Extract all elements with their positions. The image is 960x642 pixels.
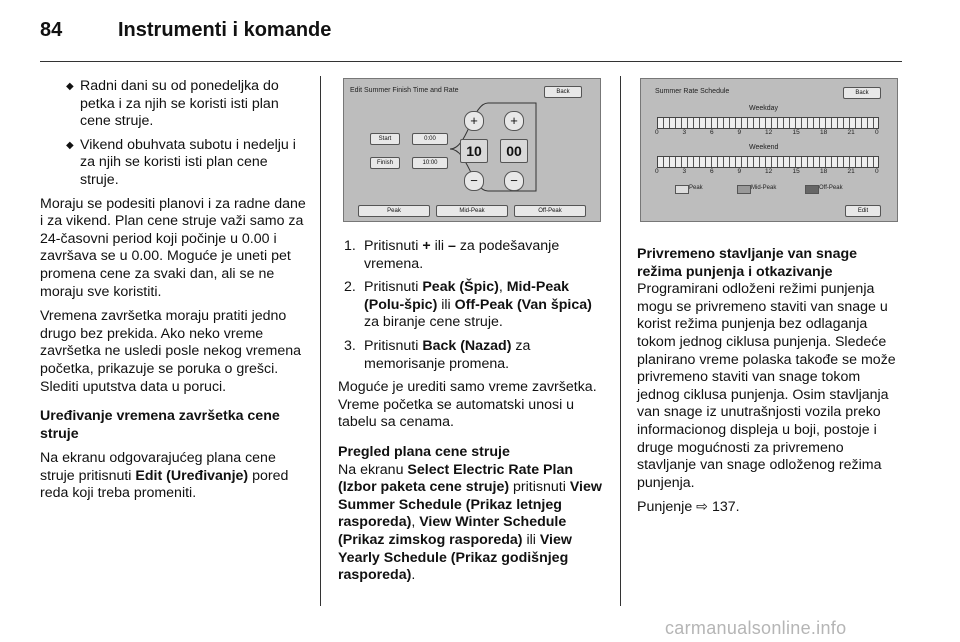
weekend-timeline (657, 156, 879, 168)
hour-tick-label: 18 (820, 129, 828, 136)
page-number: 84 (40, 19, 63, 41)
hour-tick-label: 15 (792, 168, 800, 175)
weekday-timeline (657, 117, 879, 129)
header-rule (40, 61, 902, 62)
column-3 (637, 246, 903, 524)
column-2 (338, 238, 610, 592)
diamond-bullet-icon: ◆ (66, 81, 74, 92)
override-paragraph: Programirani odloženi režimi punjenja mogu se privremeno staviti van snage u korist režima punjenja bez odlaganja tokom jednog ciklusa punjenja. Sledeće planirano vreme polaska takođe se može privremeno staviti van snage tokom jednog ciklusa punjenja. Osim stavljanja van snage iz unutrašnjosti vozila preko informacionog displeja u boji, postoje i druge mogućnosti za privremeno stavljanje van snage odloženog režima punjenja. (637, 281, 896, 491)
hour-tick-label: 6 (710, 168, 714, 175)
hour-tick-label: 9 (737, 129, 742, 136)
hour-tick-label: 21 (847, 129, 855, 136)
edit-paragraph: Na ekranu odgovarajućeg plana cene struje pritisnuti Edit (Uređivanje) pored reda koji treba promeniti. (40, 450, 289, 502)
plans-paragraph: Moraju se podesiti planovi i za radne dane i za vikend. Plan cene struje važi samo za 24-časovni period koji počinje u 0.00 i završava se u 0.00. Moguće je uneti pet promena cene za svaki dan, ali se ne moraju sve koristiti. (40, 195, 306, 300)
hour-tick-label: 18 (820, 168, 828, 175)
peak-legend: Peak (689, 185, 703, 191)
hours-value: 10 (460, 139, 488, 163)
minutes-value: 00 (500, 139, 528, 163)
section-heading-view: Pregled plana cene struje (338, 443, 510, 460)
screen-title: Edit Summer Finish Time and Rate (350, 87, 459, 94)
hour-tick-label: 21 (847, 168, 855, 175)
edit-button: Edit (845, 205, 881, 217)
finish-time-screen-image (343, 78, 601, 222)
hour-tick-label: 0 (655, 129, 659, 136)
bullet-weekdays: ◆ Radni dani su od ponedeljka do petka i za njih se koristi isti plan cene struje. (66, 78, 279, 130)
diamond-bullet-icon: ◆ (66, 139, 74, 151)
hour-tick-label: 12 (765, 129, 773, 136)
off-peak-button: Off-Peak (514, 205, 586, 217)
column-divider-2 (620, 76, 621, 606)
back-button: Back (843, 87, 881, 99)
peak-button: Peak (358, 205, 430, 217)
mid-peak-legend: Mid-Peak (751, 185, 777, 191)
hour-tick-label: 9 (737, 168, 742, 175)
hours-minus-button: − (464, 171, 484, 191)
page-ref-arrow-icon: ⇨ (696, 499, 713, 516)
hour-tick-label: 12 (765, 168, 773, 175)
finish-value: 10:00 (412, 157, 448, 169)
start-time-paragraph: Moguće je urediti samo vreme završetka. Vreme početka se automatski unosi u tabelu sa cenama. (338, 379, 597, 431)
hour-tick-label: 0 (875, 129, 879, 136)
back-button: Back (544, 86, 582, 98)
page-header (0, 0, 960, 60)
section-heading-override: Privremeno stavljanje van snage režima punjenja i otkazivanje (637, 246, 858, 280)
step-1: 1. Pritisnuti + ili – za podešavanje vremena. (344, 238, 560, 272)
hour-tick-label: 0 (655, 168, 659, 175)
step-2: 2. Pritisnuti Peak (Špic), Mid-Peak (Polu-špic) ili Off-Peak (Van špica) za biranje cene struje. (344, 279, 592, 331)
bullet-weekend: ◆ Vikend obuhvata subotu i nedelju i za njih se koristi isti plan cene struje. (66, 136, 296, 188)
hour-tick-label: 6 (710, 129, 714, 136)
column-1 (40, 78, 308, 510)
minutes-plus-button: + (504, 111, 524, 131)
hours-plus-button: + (464, 111, 484, 131)
hour-tick-label: 3 (682, 129, 687, 136)
finish-times-paragraph: Vremena završetka moraju pratiti jedno drugo bez prekida. Ako neko vreme završetka ne usledi posle nekog vremena početka, prikazuje se poruka o grešci. Slediti uputstva data u poruci. (40, 308, 302, 395)
peak-swatch (675, 185, 689, 194)
section-heading-edit: Uređivanje vremena završetka cene struje (40, 408, 280, 442)
watermark: carmanualsonline.info (665, 618, 847, 638)
weekend-hour-ticks (657, 168, 877, 177)
step-3: 3. Pritisnuti Back (Nazad) za memorisanje promena. (344, 337, 531, 372)
off-peak-swatch (805, 185, 819, 194)
finish-label: Finish (370, 157, 400, 169)
hour-tick-label: 0 (875, 168, 879, 175)
screen-title: Summer Rate Schedule (655, 88, 730, 95)
start-label: Start (370, 133, 400, 145)
start-value: 0:00 (412, 133, 448, 145)
weekend-label: Weekend (749, 144, 779, 151)
mid-peak-button: Mid-Peak (436, 205, 508, 217)
cross-reference: Punjenje ⇨ 137. (637, 499, 740, 516)
view-paragraph: Na ekranu Select Electric Rate Plan (Izbor paketa cene struje) pritisnuti View Summer Schedule (Prikaz letnjeg rasporeda), View Winter Schedule (Prikaz zimskog rasporeda) ili View Yearly Schedule (Prikaz godišnjeg rasporeda). (338, 461, 602, 584)
off-peak-legend: Off-Peak (819, 185, 843, 191)
mid-peak-swatch (737, 185, 751, 194)
column-divider-1 (320, 76, 321, 606)
rate-schedule-screen-image (640, 78, 898, 222)
weekday-hour-ticks (657, 129, 877, 138)
hour-tick-label: 15 (792, 129, 800, 136)
page-title: Instrumenti i komande (118, 19, 332, 41)
minutes-minus-button: − (504, 171, 524, 191)
hour-tick-label: 3 (682, 168, 687, 175)
weekday-label: Weekday (749, 105, 779, 112)
